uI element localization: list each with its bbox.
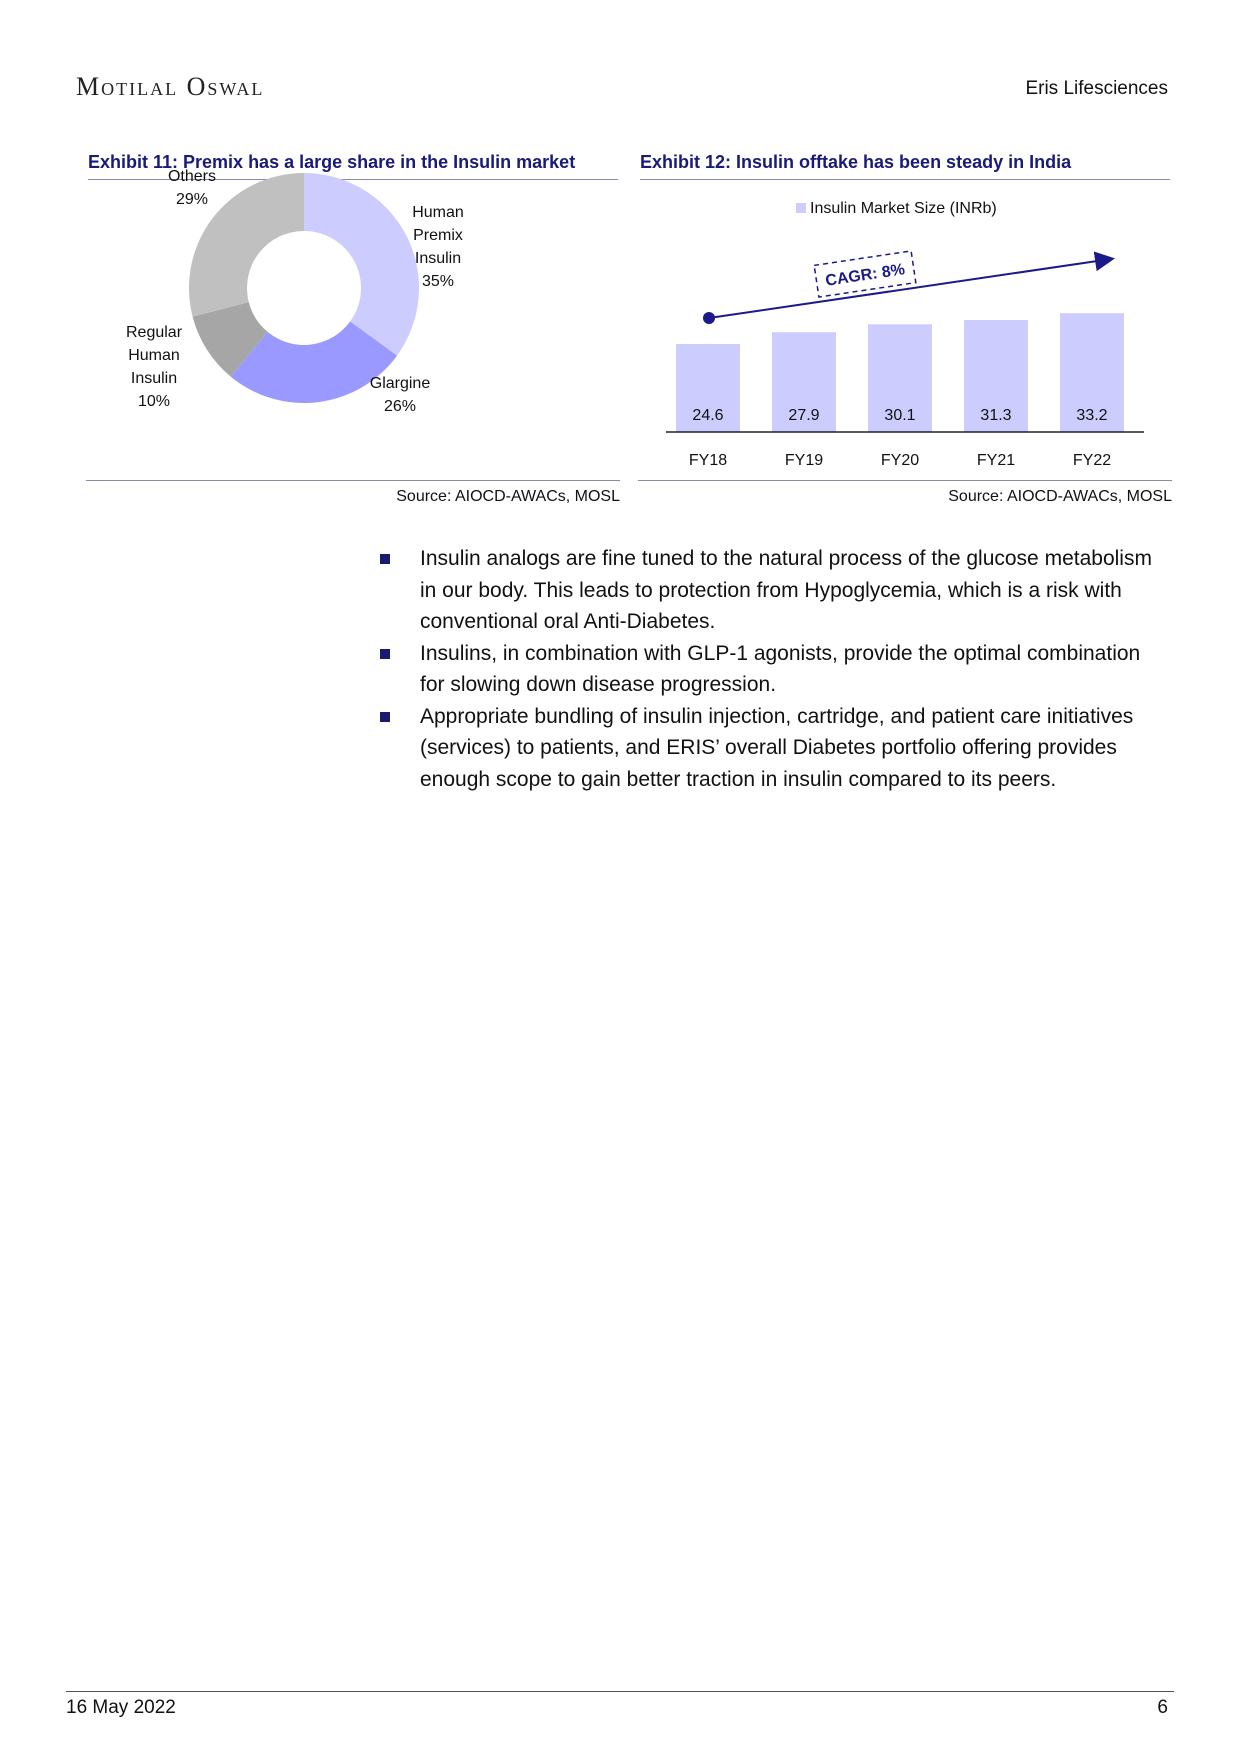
exhibit-12-bar-chart: [638, 188, 1172, 476]
bar-value-label: 27.9: [788, 407, 820, 424]
square-bullet-icon: [380, 554, 390, 564]
donut-slice-label: Regular Human Insulin 10%: [125, 324, 183, 410]
exhibit-11-title: Exhibit 11: Premix has a large share in the Insulin market: [88, 152, 618, 180]
cagr-label: CAGR: 8%: [824, 261, 907, 290]
donut-slice-label: Glargine 26%: [369, 375, 431, 415]
bar-value-label: 31.3: [980, 407, 1012, 424]
exhibit-12-bottom-rule: [638, 480, 1172, 481]
donut-slice-label: Others 29%: [167, 168, 217, 208]
bar-value-label: 33.2: [1076, 407, 1108, 424]
company-logo: Motilal Oswal: [76, 72, 265, 101]
x-tick-label: FY20: [880, 452, 920, 469]
footer-rule: [66, 1691, 1174, 1692]
exhibit-11-bottom-rule: [86, 480, 620, 481]
bullet-list: [378, 543, 1168, 795]
legend-label: Insulin Market Size (INRb): [810, 200, 997, 217]
square-bullet-icon: [380, 649, 390, 659]
bar-value-label: 30.1: [884, 407, 916, 424]
legend-swatch: [796, 203, 806, 213]
exhibit-12-source: Source: AIOCD-AWACs, MOSL: [948, 488, 1172, 505]
bullet-item: [378, 701, 1168, 796]
x-tick-label: FY19: [784, 452, 824, 469]
exhibit-11-donut-chart: [86, 168, 620, 476]
report-company-name: Eris Lifesciences: [1025, 78, 1168, 99]
bullet-text: Appropriate bundling of insulin injection, cartridge, and patient care initiatives (services) to patients, and ERIS’ overall Diabetes portfolio offering provides enough scope to gain better traction in insulin compared to its peers.: [420, 704, 1134, 791]
donut-slice: [304, 173, 419, 356]
bullet-text: Insulins, in combination with GLP-1 agonists, provide the optimal combination for slowing down disease progression.: [420, 641, 1141, 696]
x-tick-label: FY18: [688, 452, 728, 469]
footer-date: 16 May 2022: [66, 1697, 176, 1718]
x-tick-label: FY21: [976, 452, 1016, 469]
donut-slice-label: Human Premix Insulin 35%: [412, 204, 464, 290]
bullet-item: [378, 543, 1168, 638]
bullet-item: [378, 638, 1168, 701]
bullet-text: Insulin analogs are fine tuned to the natural process of the glucose metabolism in our body. This leads to protection from Hypoglycemia, which is a risk with conventional oral Anti-Diabetes.: [420, 547, 1152, 633]
exhibit-12-title: Exhibit 12: Insulin offtake has been steady in India: [640, 152, 1170, 180]
x-tick-label: FY22: [1072, 452, 1112, 469]
square-bullet-icon: [380, 712, 390, 722]
exhibit-11-source: Source: AIOCD-AWACs, MOSL: [396, 488, 620, 505]
bar-value-label: 24.6: [692, 407, 724, 424]
page-number: 6: [1157, 1697, 1168, 1718]
